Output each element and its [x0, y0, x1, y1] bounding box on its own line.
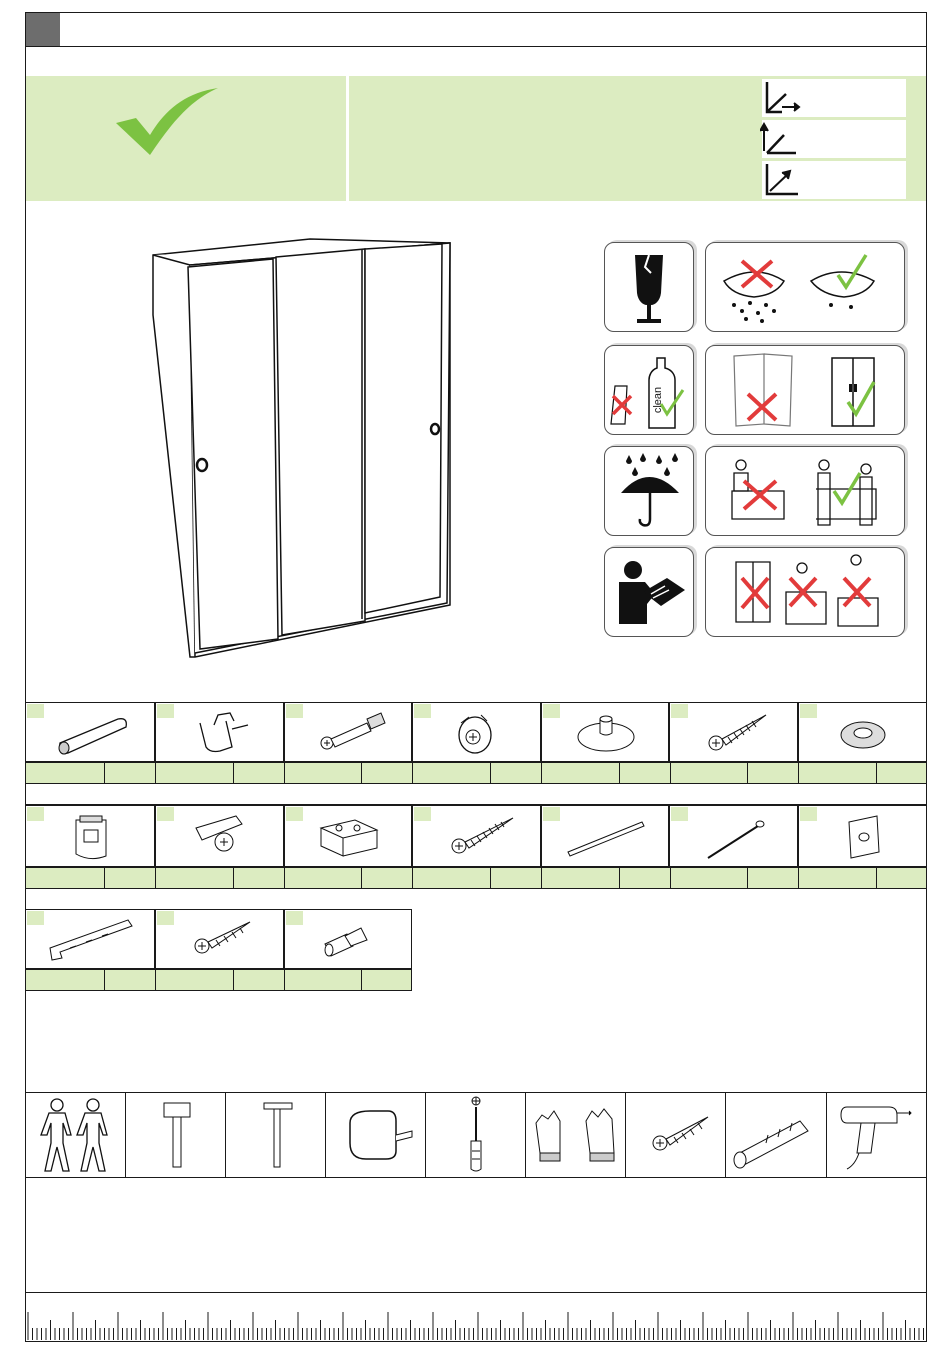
care-card-read-manual — [604, 547, 694, 637]
tool-cell-drill — [827, 1093, 927, 1177]
wooden-dowel-icon — [26, 703, 154, 761]
no-tipping-icon — [706, 548, 904, 636]
care-card-no-tipping — [705, 547, 905, 637]
care-card-rain — [604, 446, 694, 536]
drill-icon — [827, 1093, 927, 1177]
header-step-square — [26, 13, 60, 46]
part-cell — [541, 702, 669, 762]
part-cell — [25, 909, 155, 969]
tool-cell-screwdriver — [426, 1093, 526, 1177]
hinge-mount-icon — [156, 806, 283, 866]
corner-arrow-up-icon — [760, 121, 800, 157]
cylinder-connector-icon — [285, 910, 411, 968]
rail-strip-icon — [542, 806, 668, 866]
long-screw-icon — [413, 806, 540, 866]
hammer-icon — [226, 1093, 326, 1177]
quantity-row-1 — [25, 762, 927, 784]
wood-screw-icon — [670, 703, 797, 761]
part-cell — [25, 702, 155, 762]
corner-arrow-diagonal-icon — [764, 162, 804, 198]
checkmark-icon — [110, 85, 225, 160]
part-cell — [798, 805, 927, 867]
wardrobe-illustration — [150, 235, 455, 660]
care-card-two-person — [705, 446, 905, 536]
fragile-glass-icon — [605, 243, 693, 331]
nail-icon — [670, 806, 797, 866]
tool-cell-tape — [326, 1093, 426, 1177]
clean-label: clean — [652, 386, 665, 414]
care-card-clean — [604, 345, 694, 435]
tool-cell-persons — [25, 1093, 126, 1177]
door-alignment-icon — [706, 346, 904, 434]
part-cell — [155, 909, 284, 969]
quantity-row-2 — [25, 867, 927, 889]
short-screw-icon — [156, 910, 283, 968]
part-cell — [798, 702, 927, 762]
tool-cell-wallplug — [726, 1093, 827, 1177]
glide-pad-icon — [542, 703, 668, 761]
no-wet-cloth-icon — [706, 243, 904, 331]
square-pad-icon — [799, 806, 926, 866]
latch-catch-icon — [26, 806, 154, 866]
angle-bracket-icon — [26, 910, 154, 968]
use-clean-cleaner-icon — [605, 346, 693, 434]
care-card-fragile — [604, 242, 694, 332]
cam-lock-icon — [413, 703, 540, 761]
tool-cell-mallet — [126, 1093, 226, 1177]
measurement-ruler — [26, 1310, 926, 1340]
part-cell — [284, 909, 412, 969]
part-cell — [412, 805, 541, 867]
part-cell — [669, 702, 798, 762]
part-cell — [155, 702, 284, 762]
read-manual-icon — [605, 548, 693, 636]
part-cell — [284, 805, 412, 867]
clip-bracket-icon — [156, 703, 283, 761]
screwdriver-icon — [426, 1093, 526, 1177]
parts-spacer — [25, 784, 927, 805]
mallet-icon — [126, 1093, 226, 1177]
corner-block-icon — [285, 806, 411, 866]
round-washer-icon — [799, 703, 926, 761]
two-persons-icon — [25, 1093, 125, 1177]
bottom-divider — [25, 1292, 927, 1293]
tool-cell-hammer — [226, 1093, 326, 1177]
corner-arrow-right-icon — [764, 80, 804, 116]
part-cell — [541, 805, 669, 867]
care-card-no-wet-cloth — [705, 242, 905, 332]
quantity-row-3 — [25, 969, 412, 991]
part-cell — [25, 805, 155, 867]
part-cell — [412, 702, 541, 762]
gloves-icon — [526, 1093, 626, 1177]
care-card-doors — [705, 345, 905, 435]
part-cell — [284, 702, 412, 762]
two-person-assembly-icon — [706, 447, 904, 535]
part-cell — [669, 805, 798, 867]
header-divider — [25, 46, 927, 47]
tape-measure-icon — [326, 1093, 426, 1177]
tool-cell-gloves — [526, 1093, 626, 1177]
umbrella-rain-icon — [605, 447, 693, 535]
part-cell — [155, 805, 284, 867]
wall-plug-icon — [726, 1093, 826, 1177]
screw-icon — [626, 1093, 726, 1177]
tool-cell-screw — [626, 1093, 726, 1177]
cam-bolt-icon — [285, 703, 411, 761]
